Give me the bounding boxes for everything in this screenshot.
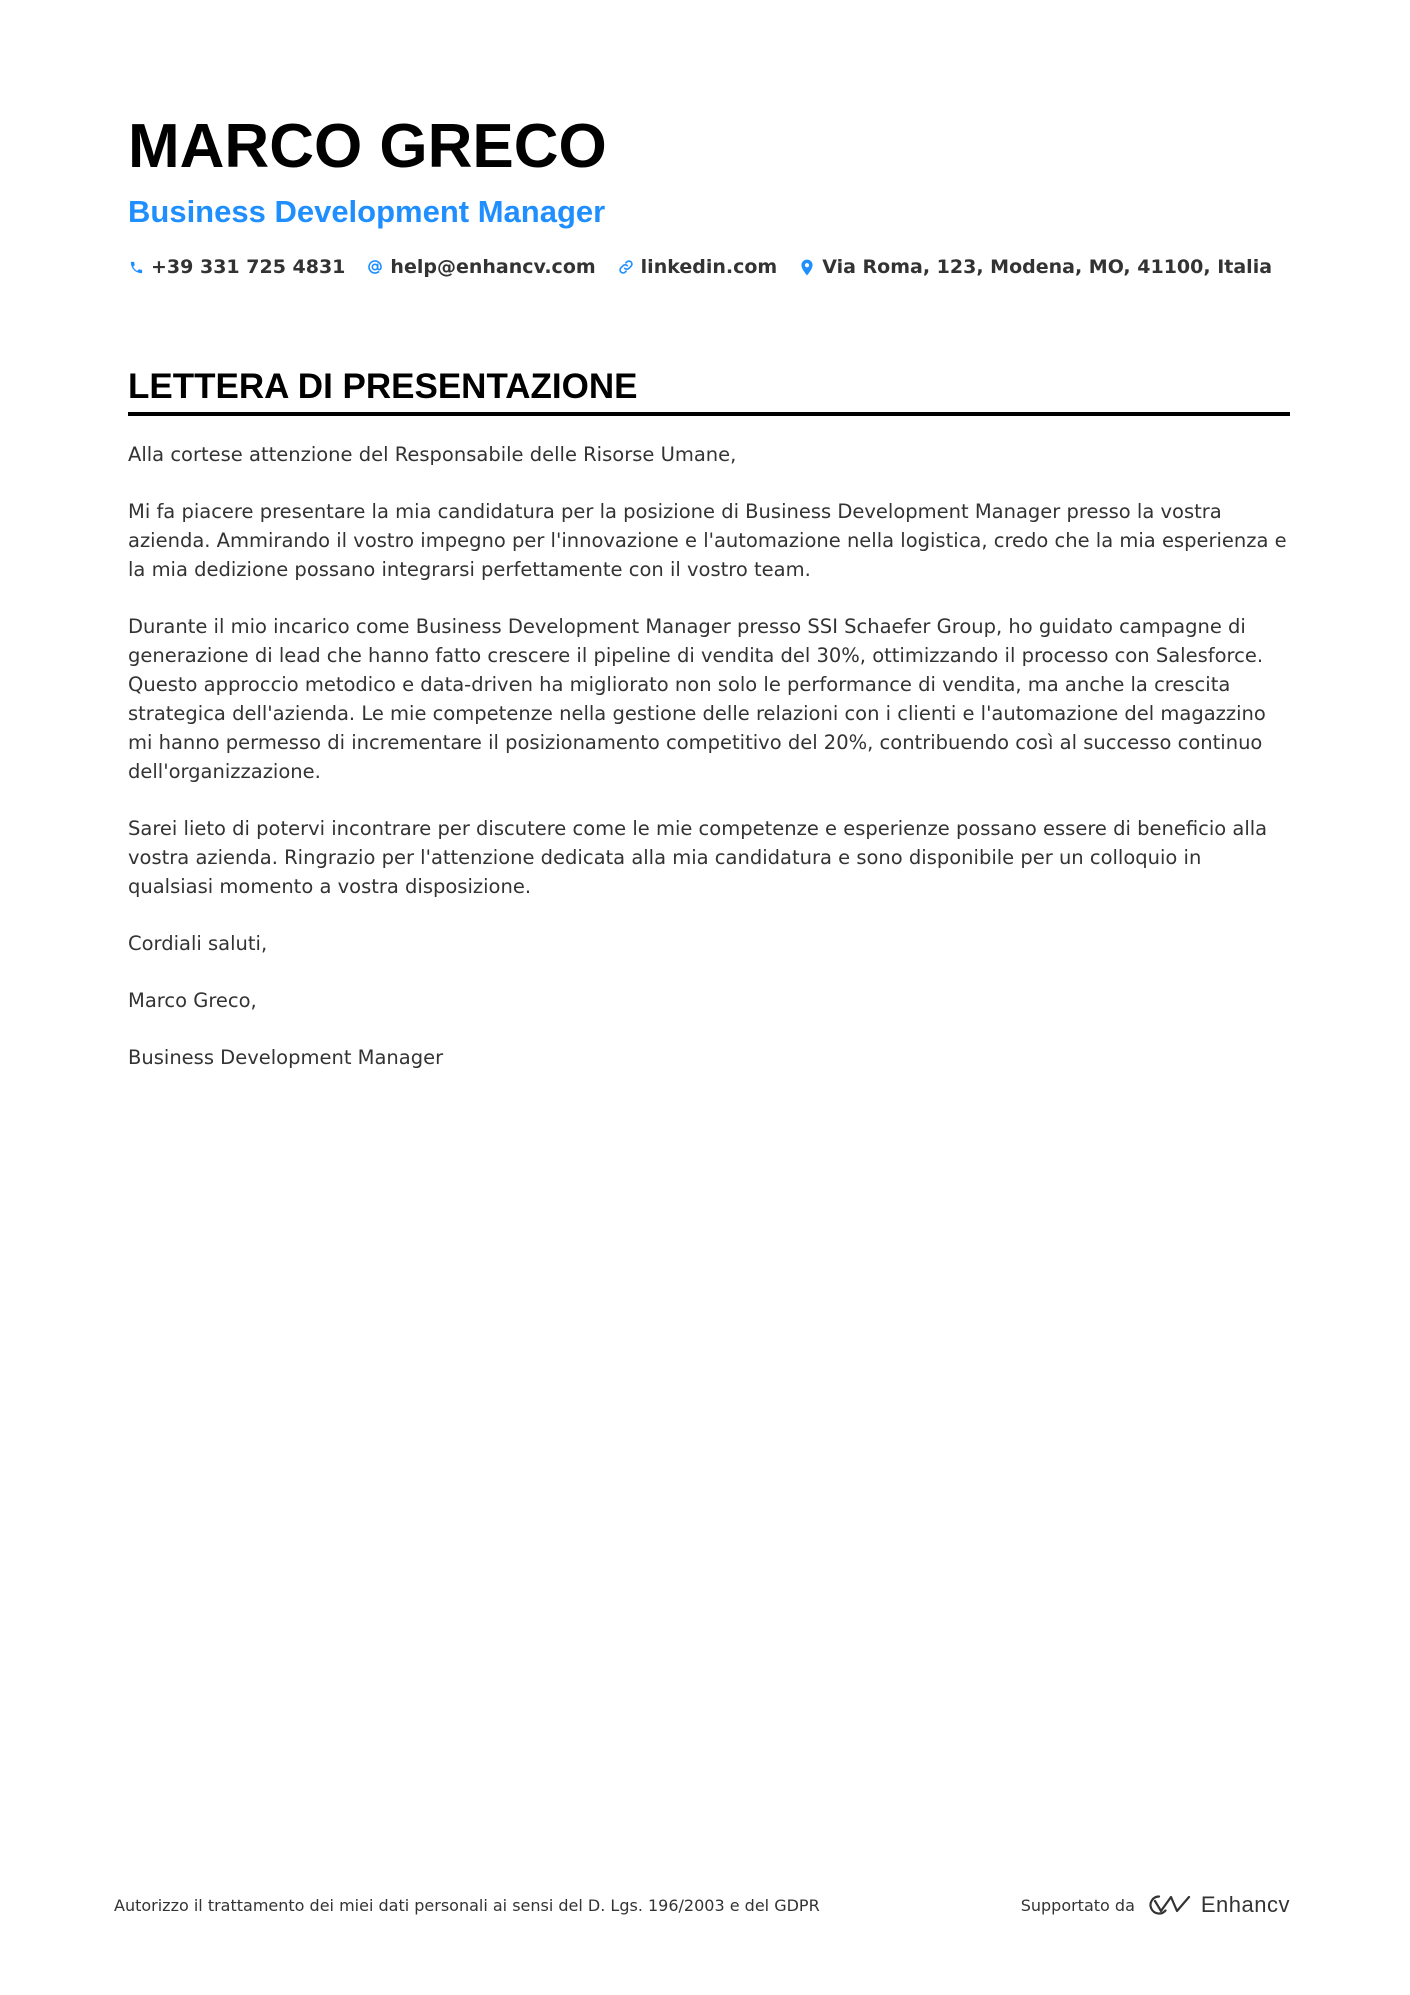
email-text: help@enhancv.com xyxy=(390,256,596,278)
candidate-name: MARCO GRECO xyxy=(128,112,607,181)
contact-email[interactable] xyxy=(367,256,595,278)
letter-paragraph: Mi fa piacere presentare la mia candidatura per la posizione di Business Development Manager presso la vostra azienda. Ammirando il vostro impegno per l'innovazione e l'automazione nella logistica, credo che la mia esperienza e la mia dedizione possano integrarsi perfettamente con il vostro team. xyxy=(128,500,1287,581)
contact-address xyxy=(799,256,1272,278)
letter-greeting: Alla cortese attenzione del Responsabile delle Risorse Umane, xyxy=(128,443,737,466)
address-text: Via Roma, 123, Modena, MO, 41100, Italia xyxy=(822,256,1273,278)
section-divider xyxy=(128,412,1290,416)
link-icon xyxy=(618,259,634,275)
signature-title: Business Development Manager xyxy=(128,1046,444,1069)
contact-linkedin[interactable] xyxy=(618,256,778,278)
contact-phone[interactable] xyxy=(128,256,345,278)
footer xyxy=(114,1892,1290,1918)
letter-paragraph: Sarei lieto di potervi incontrare per discutere come le mie competenze e esperienze possano essere di beneficio alla vostra azienda. Ringrazio per l'attenzione dedicata alla mia candidatura e sono disponibile per un colloquio in qualsiasi momento a vostra disposizione. xyxy=(128,817,1268,898)
enhancv-logo-icon xyxy=(1147,1893,1193,1917)
phone-text: +39 331 725 4831 xyxy=(151,256,346,278)
signature-name: Marco Greco, xyxy=(128,989,257,1012)
contact-bar xyxy=(128,256,1288,278)
linkedin-text: linkedin.com xyxy=(640,256,778,278)
letter-paragraph: Durante il mio incarico come Business Development Manager presso SSI Schaefer Group, ho guidato campagne di generazione di lead che hanno fatto crescere il pipeline di vendita del 30%, ottimizzando il processo con Salesforce. Questo approccio metodico e data-driven ha migliorato non solo le performance di vendita, ma anche la crescita strategica dell'azienda. Le mie competenze nella gestione delle relazioni con i clienti e l'automazione del magazzino mi hanno permesso di incrementare il posizionamento competitivo del 20%, contribuendo così al successo continuo dell'organizzazione. xyxy=(128,615,1266,783)
cover-letter-section xyxy=(128,366,1290,1100)
powered-by[interactable] xyxy=(1021,1892,1290,1918)
at-icon xyxy=(367,259,383,275)
section-title: LETTERA DI PRESENTAZIONE xyxy=(128,367,638,406)
privacy-consent: Autorizzo il trattamento dei miei dati personali ai sensi del D. Lgs. 196/2003 e del GDPR xyxy=(114,1895,820,1915)
brand-name: Enhancv xyxy=(1200,1892,1290,1917)
letter-body xyxy=(128,440,1290,1072)
location-pin-icon xyxy=(799,259,815,275)
header xyxy=(128,112,1288,278)
powered-by-label: Supportato da xyxy=(1020,1895,1135,1915)
letter-closing: Cordiali saluti, xyxy=(128,932,268,955)
candidate-role: Business Development Manager xyxy=(128,194,606,229)
phone-icon xyxy=(128,259,144,275)
